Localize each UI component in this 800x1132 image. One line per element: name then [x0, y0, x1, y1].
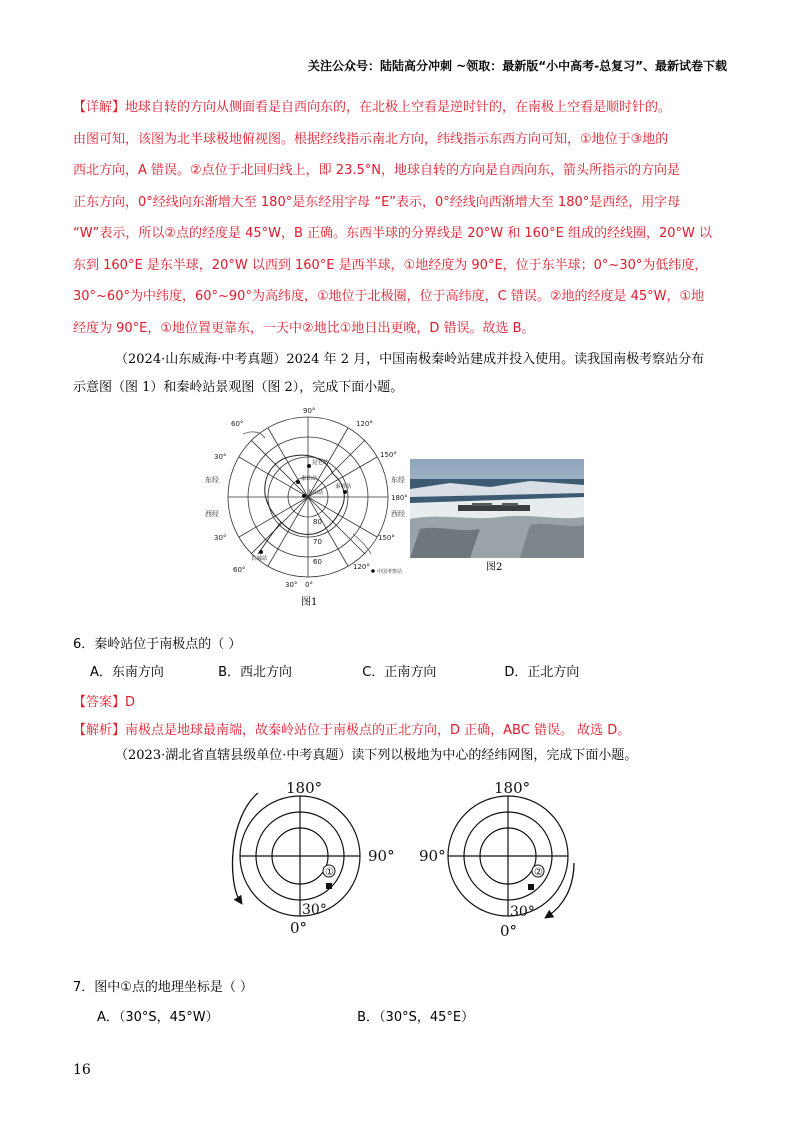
side-label: 西经 [391, 510, 405, 518]
antarctic-station-map [203, 404, 407, 608]
explanation-line: 由图可知，该图为北半球极地俯视图。根据经线指示南北方向，纬线指示东西方向可知，①地位于③地的 [73, 131, 669, 147]
right-label-90: 90° [419, 847, 446, 865]
explanation-block [73, 92, 733, 344]
point-1-label: ① [325, 867, 334, 878]
legend-label: 中国考察站 [377, 569, 403, 575]
option-a[interactable]: A．东南方向 [90, 665, 164, 680]
side-label: 西经 [205, 510, 219, 518]
option-c[interactable]: C．正南方向 [362, 665, 437, 680]
option-b[interactable]: B．（30°S，45°E） [357, 1010, 475, 1025]
question-7-stem: 7．图中①点的地理坐标是（ ） [73, 980, 254, 995]
analysis-line [73, 719, 630, 738]
station-marker [259, 550, 263, 554]
question-intro-2 [73, 742, 733, 770]
intro-line: （2023·湖北省直辖县级单位·中考真题）读下列以极地为中心的经纬网图，完成下面小题。 [115, 748, 638, 763]
explanation-line: 东到 160°E 是东半球，20°W 以西到 160°E 是西半球，①地经度为 90°E，位于东半球；0°~30°为低纬度， [73, 257, 708, 273]
figure-caption: 图1 [301, 597, 318, 608]
left-label-30: 30° [302, 902, 327, 918]
question-6-stem: 6．秦岭站位于南极点的（ ） [73, 637, 242, 652]
station-name: 昆仑站 [312, 460, 329, 466]
lon-label: 30° [285, 581, 298, 589]
left-graticule [233, 793, 360, 916]
explanation-line: 西北方向，A 错误。②点位于北回归线上，即 23.5°N，地球自转的方向是自西向东，箭头所指示的方向是 [73, 163, 680, 178]
right-label-30: 30° [510, 904, 535, 920]
lon-label: 30° [214, 534, 227, 542]
station-name: 长城站 [251, 556, 268, 562]
explanation-line: 30°~60°为中纬度，60°~90°为高纬度，①地位于北极圈，位于高纬度，C 错误。②地的经度是 45°W，①地 [73, 289, 705, 304]
analysis-text: 南极点是地球最南端，故秦岭站位于南极点的正北方向，D 正确，ABC 错误。 故选 D。 [125, 723, 631, 738]
analysis-tag: 【解析】 [73, 723, 126, 738]
lon-label: 30° [214, 453, 227, 461]
station-name: 秦岭站 [335, 484, 352, 490]
answer-tag: 【答案】 [73, 695, 126, 710]
explanation-line: 经度为 90°E，①地位置更靠东，一天中②地比①地日出更晚，D 错误。故选 B。 [73, 320, 535, 336]
question-7-options [97, 1006, 474, 1025]
station-marker [343, 490, 347, 494]
station-name: 中山站 [307, 490, 324, 496]
point-1-marker [326, 883, 332, 889]
lon-label: 90° [303, 407, 316, 415]
point-2-label: ② [534, 867, 543, 878]
option-d[interactable]: D．正北方向 [504, 665, 580, 680]
lon-label: 180° [391, 494, 407, 502]
polar-graticule-diagrams [218, 773, 588, 943]
left-label-0: 0° [290, 919, 308, 937]
right-graticule [448, 796, 574, 916]
lat-label: 60 [313, 558, 322, 566]
lon-label: 120° [356, 420, 373, 428]
question-intro-1 [73, 346, 733, 402]
lon-label: 0° [305, 581, 313, 589]
lon-label: 60° [233, 566, 246, 574]
station-marker [302, 494, 306, 498]
lon-label: 150° [380, 451, 397, 459]
intro-line: 示意图（图 1）和秦岭站景观图（图 2），完成下面小题。 [73, 380, 404, 395]
left-label-90: 90° [368, 847, 395, 865]
station-marker [307, 464, 311, 468]
answer-line [73, 691, 135, 710]
explanation-line: 正东方向，0°经线向东渐增大至 180°是东经用字母 “E”表示，0°经线向西渐增大至 180°是西经，用字母 [73, 194, 681, 210]
side-label: 东经 [205, 476, 219, 484]
lon-label: 60° [231, 420, 244, 428]
left-label-180: 180° [286, 779, 323, 797]
option-a[interactable]: A．（30°S，45°W） [97, 1010, 219, 1025]
explanation-line: 【详解】地球自转的方向从侧面看是自西向东的，在北极上空看是逆时针的，在南极上空看是顺时针的。 [73, 100, 672, 115]
point-2-marker [528, 884, 534, 890]
option-b[interactable]: B．西北方向 [218, 665, 293, 680]
lat-label: 70 [313, 538, 322, 546]
station-name: 泰山站 [301, 476, 318, 482]
lon-label: 120° [353, 563, 370, 571]
lon-label: 150° [378, 534, 395, 542]
figure-caption: 图2 [486, 562, 503, 573]
lat-label: 80 [313, 518, 322, 526]
side-label: 东经 [391, 476, 405, 484]
explanation-line: “W”表示，所以②点的经度是 45°W，B 正确。东西半球的分界线是 20°W 和 160°E 组成的经线圈，20°W 以 [73, 226, 713, 241]
right-label-180: 180° [494, 779, 531, 797]
page-header: 关注公众号：陆陆高分冲刺 ~领取：最新版“小中高考-总复习”、最新试卷下载 [308, 59, 727, 73]
qinling-station-photo [410, 459, 584, 573]
legend-marker [371, 569, 375, 573]
intro-line: （2024·山东威海·中考真题）2024 年 2 月，中国南极秦岭站建成并投入使用。读我国南极考察站分布 [115, 352, 705, 367]
station-marker [296, 480, 300, 484]
page-number: 16 [73, 1062, 91, 1078]
right-label-0: 0° [500, 922, 518, 940]
question-6-options [90, 661, 579, 680]
answer-value: D [125, 695, 136, 710]
